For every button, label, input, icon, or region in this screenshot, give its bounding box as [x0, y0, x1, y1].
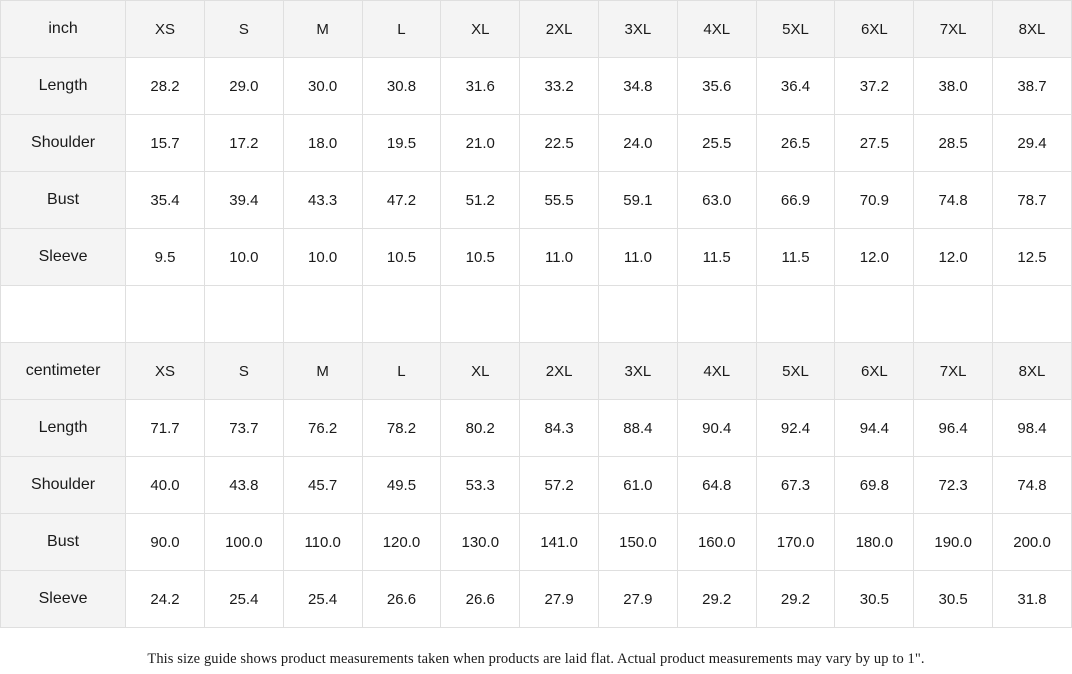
unit-label-centimeter: centimeter	[1, 343, 126, 400]
table-row	[1, 115, 1072, 172]
cell-value: 70.9	[835, 172, 914, 229]
col-header-m: M	[283, 1, 362, 58]
spacer-cell	[756, 286, 835, 343]
cell-value: 28.5	[914, 115, 993, 172]
cell-value: 30.5	[835, 571, 914, 628]
table-row	[1, 400, 1072, 457]
row-label-bust: Bust	[1, 172, 126, 229]
cell-value: 190.0	[914, 514, 993, 571]
cell-value: 59.1	[599, 172, 678, 229]
cell-value: 64.8	[677, 457, 756, 514]
cell-value: 130.0	[441, 514, 520, 571]
unit-label-inch: inch	[1, 1, 126, 58]
cell-value: 25.4	[283, 571, 362, 628]
cell-value: 22.5	[520, 115, 599, 172]
cell-value: 10.5	[362, 229, 441, 286]
cell-value: 30.8	[362, 58, 441, 115]
spacer-cell	[362, 286, 441, 343]
col-header-5xl: 5XL	[756, 343, 835, 400]
cell-value: 150.0	[599, 514, 678, 571]
cell-value: 37.2	[835, 58, 914, 115]
col-header-3xl: 3XL	[599, 343, 678, 400]
cell-value: 18.0	[283, 115, 362, 172]
cell-value: 30.0	[283, 58, 362, 115]
cell-value: 51.2	[441, 172, 520, 229]
col-header-xl: XL	[441, 1, 520, 58]
cell-value: 98.4	[993, 400, 1072, 457]
col-header-8xl: 8XL	[993, 1, 1072, 58]
cell-value: 39.4	[204, 172, 283, 229]
cell-value: 29.0	[204, 58, 283, 115]
col-header-l: L	[362, 1, 441, 58]
cell-value: 94.4	[835, 400, 914, 457]
table-row	[1, 571, 1072, 628]
cell-value: 11.5	[756, 229, 835, 286]
cell-value: 200.0	[993, 514, 1072, 571]
cell-value: 180.0	[835, 514, 914, 571]
cell-value: 21.0	[441, 115, 520, 172]
cell-value: 78.7	[993, 172, 1072, 229]
cell-value: 30.5	[914, 571, 993, 628]
cell-value: 78.2	[362, 400, 441, 457]
cell-value: 11.0	[520, 229, 599, 286]
col-header-4xl: 4XL	[677, 1, 756, 58]
table-row	[1, 58, 1072, 115]
table-row	[1, 457, 1072, 514]
col-header-8xl: 8XL	[993, 343, 1072, 400]
col-header-4xl: 4XL	[677, 343, 756, 400]
cell-value: 47.2	[362, 172, 441, 229]
col-header-m: M	[283, 343, 362, 400]
cell-value: 10.0	[283, 229, 362, 286]
cell-value: 74.8	[993, 457, 1072, 514]
cell-value: 49.5	[362, 457, 441, 514]
cell-value: 80.2	[441, 400, 520, 457]
row-label-length: Length	[1, 400, 126, 457]
row-label-sleeve: Sleeve	[1, 571, 126, 628]
cell-value: 24.0	[599, 115, 678, 172]
col-header-s: S	[204, 343, 283, 400]
cell-value: 31.8	[993, 571, 1072, 628]
cell-value: 67.3	[756, 457, 835, 514]
col-header-2xl: 2XL	[520, 1, 599, 58]
row-label-length: Length	[1, 58, 126, 115]
row-label-bust: Bust	[1, 514, 126, 571]
cell-value: 19.5	[362, 115, 441, 172]
cell-value: 26.6	[362, 571, 441, 628]
table-header-row-centimeter	[1, 343, 1072, 400]
cell-value: 11.0	[599, 229, 678, 286]
cell-value: 31.6	[441, 58, 520, 115]
row-label-shoulder: Shoulder	[1, 115, 126, 172]
cell-value: 63.0	[677, 172, 756, 229]
cell-value: 10.0	[204, 229, 283, 286]
spacer-cell	[1, 286, 126, 343]
cell-value: 90.0	[126, 514, 205, 571]
cell-value: 24.2	[126, 571, 205, 628]
row-label-sleeve: Sleeve	[1, 229, 126, 286]
cell-value: 55.5	[520, 172, 599, 229]
col-header-3xl: 3XL	[599, 1, 678, 58]
cell-value: 9.5	[126, 229, 205, 286]
spacer-cell	[599, 286, 678, 343]
cell-value: 76.2	[283, 400, 362, 457]
cell-value: 160.0	[677, 514, 756, 571]
cell-value: 36.4	[756, 58, 835, 115]
cell-value: 12.0	[835, 229, 914, 286]
spacer-cell	[283, 286, 362, 343]
spacer-cell	[441, 286, 520, 343]
col-header-l: L	[362, 343, 441, 400]
cell-value: 25.5	[677, 115, 756, 172]
cell-value: 96.4	[914, 400, 993, 457]
cell-value: 15.7	[126, 115, 205, 172]
cell-value: 170.0	[756, 514, 835, 571]
cell-value: 72.3	[914, 457, 993, 514]
spacer-cell	[677, 286, 756, 343]
col-header-xs: XS	[126, 343, 205, 400]
cell-value: 29.2	[677, 571, 756, 628]
cell-value: 38.0	[914, 58, 993, 115]
cell-value: 34.8	[599, 58, 678, 115]
spacer-cell	[520, 286, 599, 343]
cell-value: 57.2	[520, 457, 599, 514]
col-header-xs: XS	[126, 1, 205, 58]
cell-value: 26.5	[756, 115, 835, 172]
cell-value: 53.3	[441, 457, 520, 514]
table-header-row-inch	[1, 1, 1072, 58]
table-row	[1, 514, 1072, 571]
cell-value: 92.4	[756, 400, 835, 457]
col-header-5xl: 5XL	[756, 1, 835, 58]
cell-value: 35.4	[126, 172, 205, 229]
cell-value: 40.0	[126, 457, 205, 514]
cell-value: 17.2	[204, 115, 283, 172]
cell-value: 71.7	[126, 400, 205, 457]
cell-value: 69.8	[835, 457, 914, 514]
cell-value: 66.9	[756, 172, 835, 229]
spacer-cell	[914, 286, 993, 343]
cell-value: 120.0	[362, 514, 441, 571]
cell-value: 29.4	[993, 115, 1072, 172]
row-label-shoulder: Shoulder	[1, 457, 126, 514]
cell-value: 26.6	[441, 571, 520, 628]
cell-value: 35.6	[677, 58, 756, 115]
cell-value: 33.2	[520, 58, 599, 115]
cell-value: 88.4	[599, 400, 678, 457]
col-header-6xl: 6XL	[835, 1, 914, 58]
cell-value: 29.2	[756, 571, 835, 628]
cell-value: 73.7	[204, 400, 283, 457]
col-header-2xl: 2XL	[520, 343, 599, 400]
cell-value: 27.9	[599, 571, 678, 628]
col-header-s: S	[204, 1, 283, 58]
table-row	[1, 229, 1072, 286]
cell-value: 25.4	[204, 571, 283, 628]
cell-value: 141.0	[520, 514, 599, 571]
spacer-cell	[126, 286, 205, 343]
cell-value: 11.5	[677, 229, 756, 286]
col-header-6xl: 6XL	[835, 343, 914, 400]
table-row	[1, 172, 1072, 229]
spacer-cell	[993, 286, 1072, 343]
cell-value: 12.0	[914, 229, 993, 286]
cell-value: 90.4	[677, 400, 756, 457]
cell-value: 43.8	[204, 457, 283, 514]
spacer-cell	[204, 286, 283, 343]
col-header-xl: XL	[441, 343, 520, 400]
cell-value: 84.3	[520, 400, 599, 457]
size-guide-footnote: This size guide shows product measurements taken when products are laid flat. Actual product measurements may vary by up to 1".	[147, 651, 925, 667]
spacer-cell	[835, 286, 914, 343]
cell-value: 45.7	[283, 457, 362, 514]
col-header-7xl: 7XL	[914, 1, 993, 58]
cell-value: 10.5	[441, 229, 520, 286]
cell-value: 43.3	[283, 172, 362, 229]
cell-value: 74.8	[914, 172, 993, 229]
table-spacer-row	[1, 286, 1072, 343]
cell-value: 28.2	[126, 58, 205, 115]
cell-value: 100.0	[204, 514, 283, 571]
cell-value: 61.0	[599, 457, 678, 514]
cell-value: 110.0	[283, 514, 362, 571]
cell-value: 27.9	[520, 571, 599, 628]
cell-value: 27.5	[835, 115, 914, 172]
col-header-7xl: 7XL	[914, 343, 993, 400]
cell-value: 12.5	[993, 229, 1072, 286]
cell-value: 38.7	[993, 58, 1072, 115]
